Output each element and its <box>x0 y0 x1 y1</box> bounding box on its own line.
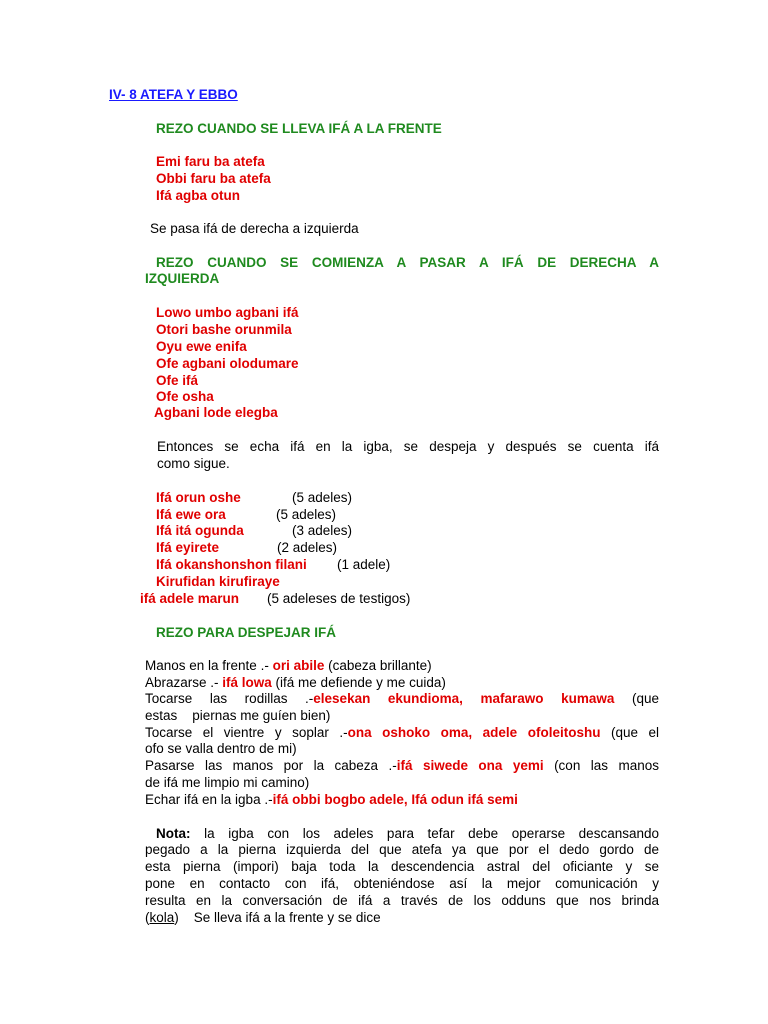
despejar-line: estas piernas me guíen bien) <box>145 708 331 723</box>
count-item-name: Ifá itá ogunda <box>156 523 244 538</box>
despejar-line: Echar ifá en la igba .-ifá obbi bogbo adele, Ifá odun ifá semi <box>145 792 518 807</box>
count-item-note: (5 adeleses de testigos) <box>267 591 411 606</box>
nota-label: Nota: <box>156 826 191 841</box>
count-item-name: Ifá ewe ora <box>156 507 226 522</box>
prayer-2-line: Ofe agbani olodumare <box>156 356 299 371</box>
prayer-2-line: Oyu ewe enifa <box>156 339 247 354</box>
kola-underlined: kola <box>149 910 175 925</box>
prayer-1-line: Obbi faru ba atefa <box>156 171 271 186</box>
count-item-name: Ifá okanshonshon filani <box>156 557 307 572</box>
count-item-note: (3 adeles) <box>292 523 353 538</box>
despejar-line: de ifá me limpio mi camino) <box>145 775 310 790</box>
prayer-2-line: Ofe osha <box>156 389 214 404</box>
entonces-text: Entonces se echa ifá en la igba, se despeja y después se cuenta ifá <box>157 439 659 454</box>
prayer-1-line: Ifá agba otun <box>156 188 240 203</box>
count-item-note: (5 adeles) <box>292 490 353 505</box>
prayer-2-line: Lowo umbo agbani ifá <box>156 305 299 320</box>
entonces-text-cont: como sigue. <box>157 456 230 471</box>
nota-line: (kola) Se lleva ifá a la frente y se dice <box>145 910 381 925</box>
heading-rezo-despejar: REZO PARA DESPEJAR IFÁ <box>156 625 337 640</box>
count-item-name: ifá adele marun <box>140 591 240 606</box>
despejar-line: Tocarse las rodillas .-elesekan ekundioma, mafarawo kumawa (que <box>145 691 659 706</box>
section-title[interactable]: IV- 8 ATEFA Y EBBO <box>109 87 238 102</box>
heading-rezo-derecha-izquierda-cont: IZQUIERDA <box>145 271 220 286</box>
despejar-line: Manos en la frente .- ori abile (cabeza brillante) <box>145 658 432 673</box>
count-item-name: Ifá orun oshe <box>156 490 241 505</box>
count-item-note: (1 adele) <box>337 557 391 572</box>
despejar-line: Tocarse el vientre y soplar .-ona oshoko oma, adele ofoleitoshu (que el <box>145 725 660 740</box>
count-item-name: Ifá eyirete <box>156 540 220 555</box>
heading-rezo-frente: REZO CUANDO SE LLEVA IFÁ A LA FRENTE <box>156 121 442 136</box>
despejar-line: Abrazarse .- ifá lowa (ifá me defiende y me cuida) <box>145 675 446 690</box>
instruction-pass: Se pasa ifá de derecha a izquierda <box>150 221 359 236</box>
nota-paragraph: Nota: la igba con los adeles para tefar debe operarse descansando <box>156 826 659 841</box>
count-item-name: Kirufidan kirufiraye <box>156 574 280 589</box>
nota-line: pegado a la pierna izquierda del que atefa ya que por el dedo gordo de <box>145 842 659 857</box>
nota-line: pone en contacto con ifá, obteniéndose así la mejor comunicación y <box>145 876 659 891</box>
prayer-1-line: Emi faru ba atefa <box>156 154 265 169</box>
despejar-line: ofo se valla dentro de mi) <box>145 741 297 756</box>
nota-line: esta pierna (impori) baja toda la descendencia astral del oficiante y se <box>145 859 659 874</box>
count-item-note: (5 adeles) <box>276 507 337 522</box>
prayer-2-line: Agbani lode elegba <box>154 405 278 420</box>
despejar-line: Pasarse las manos por la cabeza .-ifá siwede ona yemi (con las manos <box>145 758 659 773</box>
nota-line: resulta en la conversación de ifá a través de los odduns que nos brinda <box>145 893 659 908</box>
count-item-note: (2 adeles) <box>277 540 338 555</box>
heading-rezo-derecha-izquierda: REZO CUANDO SE COMIENZA A PASAR A IFÁ DE DERECHA A <box>156 255 659 270</box>
prayer-2-line: Otori bashe orunmila <box>156 322 292 337</box>
prayer-2-line: Ofe ifá <box>156 373 199 388</box>
